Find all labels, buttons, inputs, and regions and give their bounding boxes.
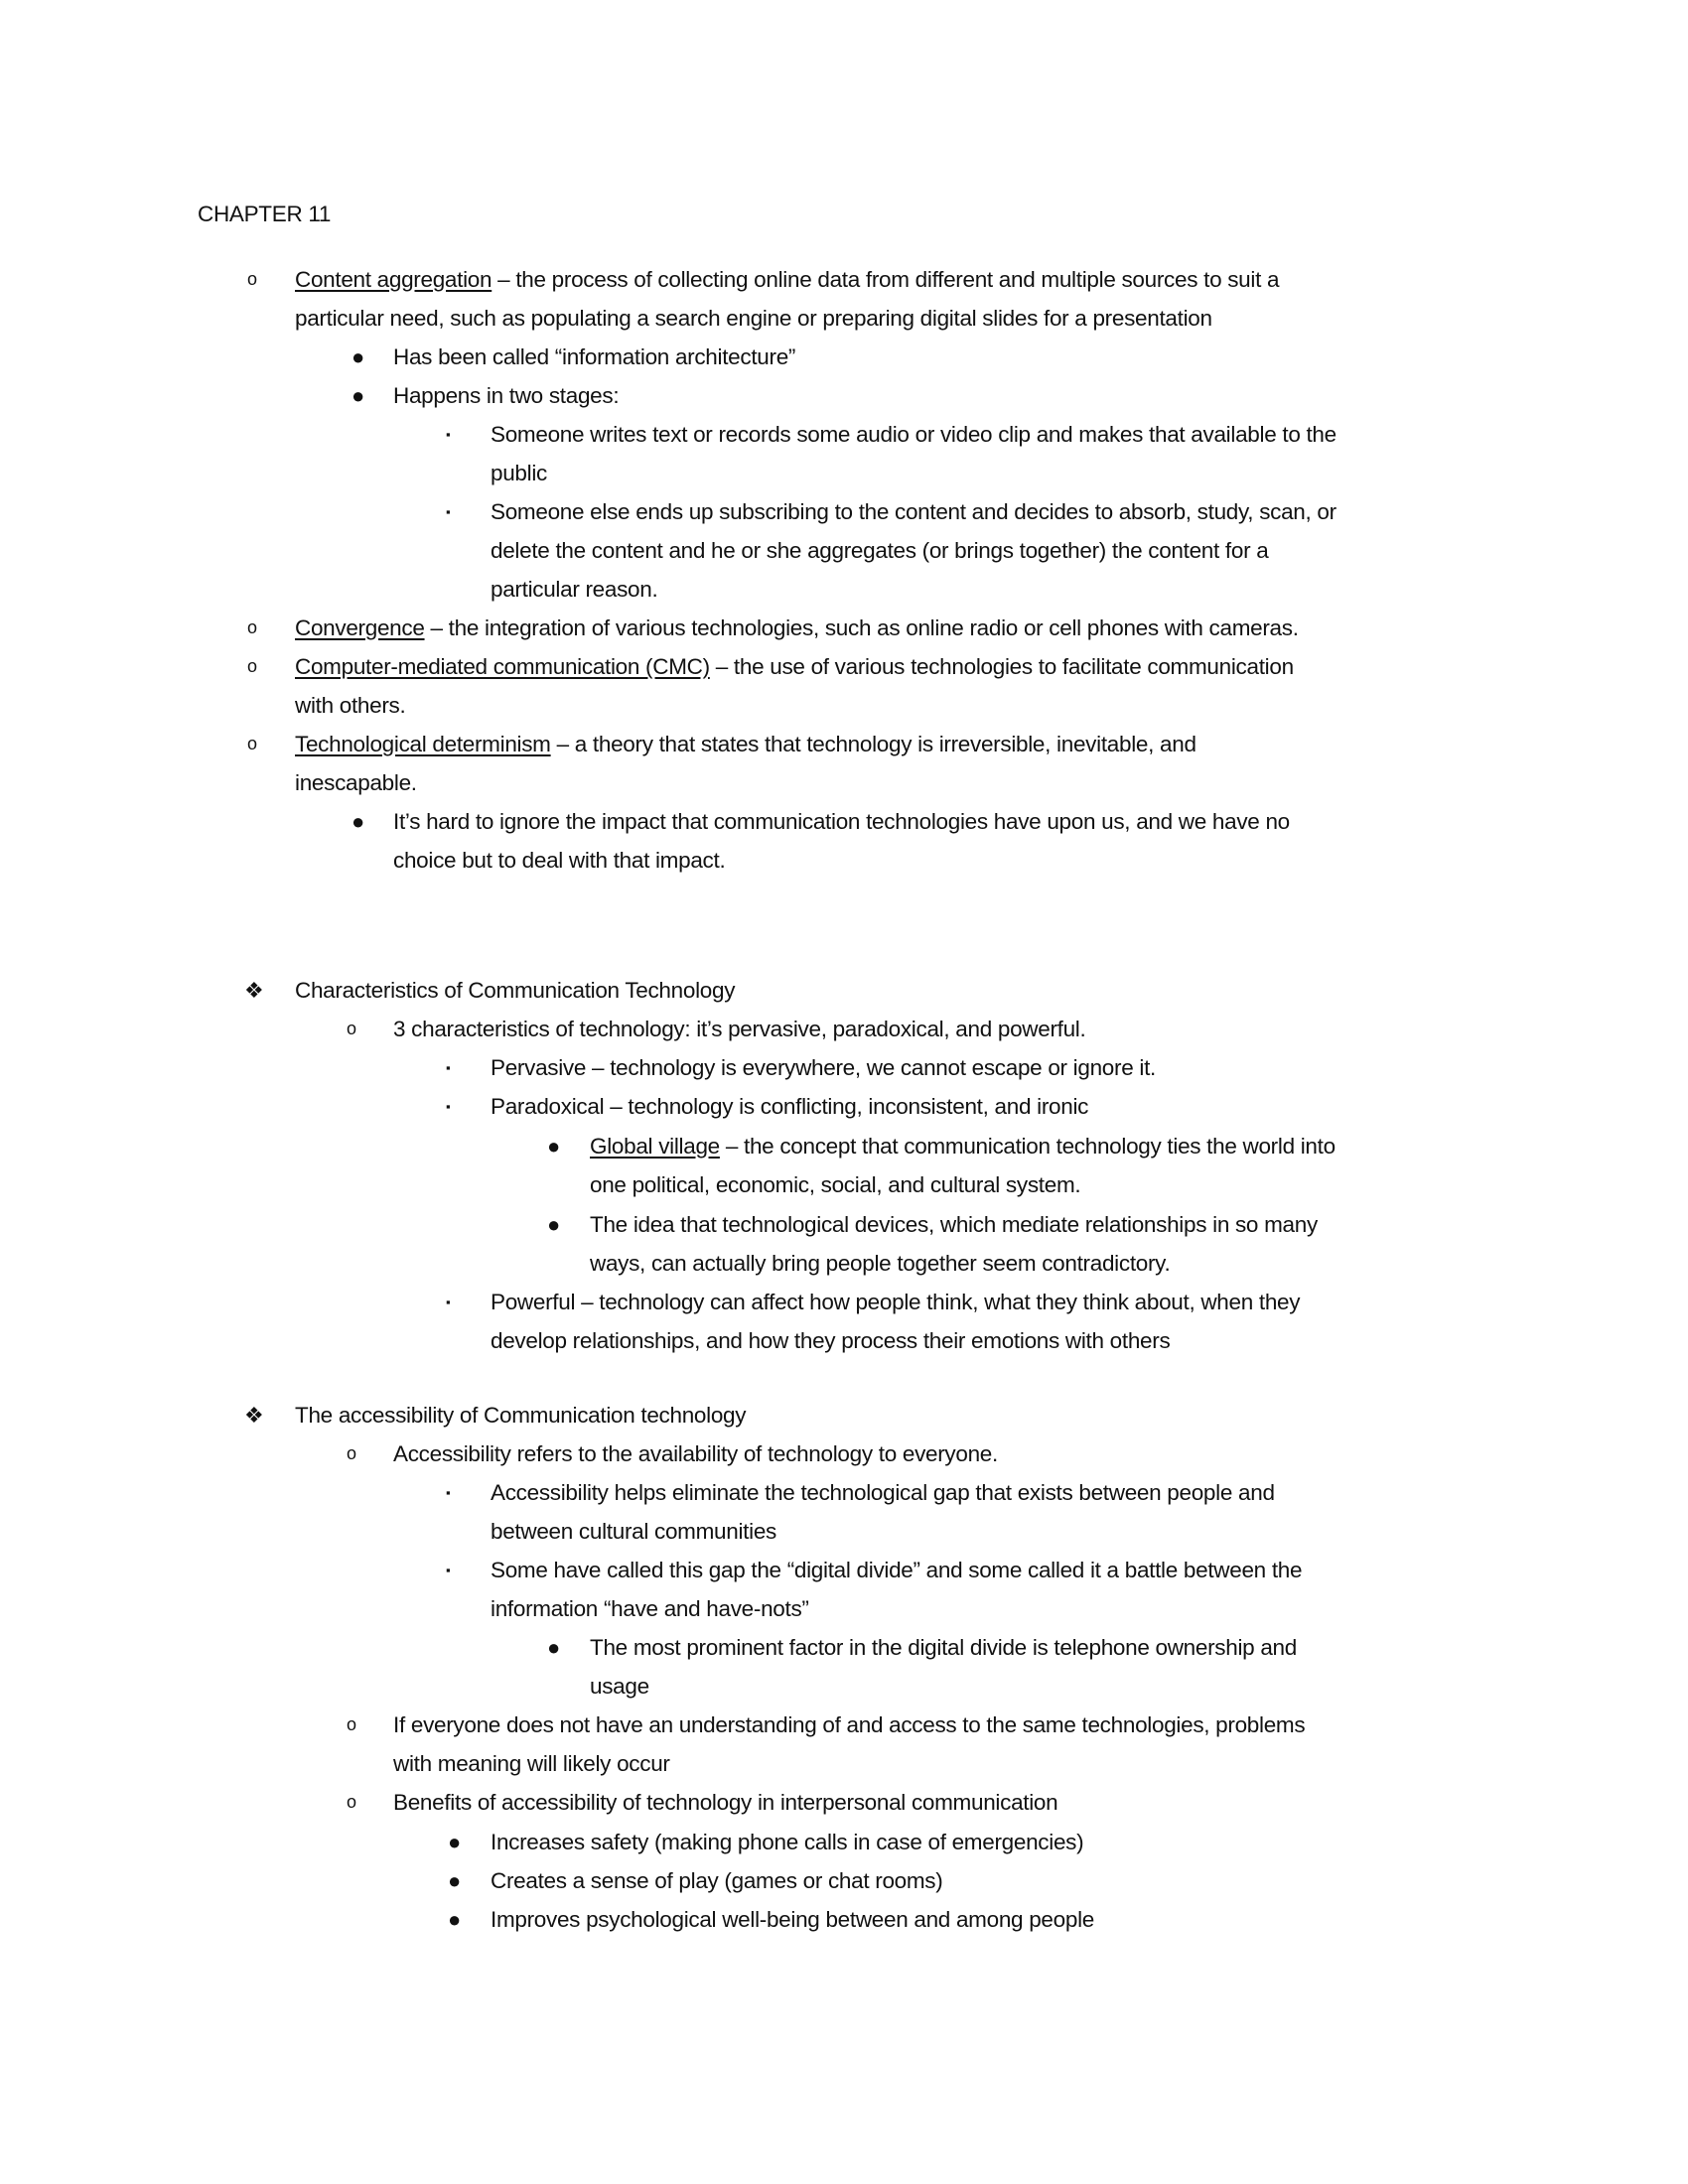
disc-bullet-icon: ● [448, 1868, 462, 1893]
text-line: public [491, 461, 547, 485]
circle-bullet-icon: o [247, 269, 258, 289]
term: Global village [590, 1134, 720, 1159]
list-item: Accessibility refers to the availability of technology to everyone. [393, 1441, 998, 1466]
definition-content-aggregation: Content aggregation – the process of collecting online data from different and multiple sources to suit a [295, 267, 1280, 292]
circle-bullet-icon: o [347, 1714, 357, 1734]
text-line: inescapable. [295, 770, 417, 795]
list-item: Creates a sense of play (games or chat rooms) [491, 1868, 943, 1893]
square-bullet-icon: ▪ [446, 504, 451, 519]
circle-bullet-icon: o [347, 1443, 357, 1463]
list-item: Pervasive – technology is everywhere, we cannot escape or ignore it. [491, 1055, 1156, 1080]
list-item: If everyone does not have an understanding of and access to the same technologies, problems [393, 1712, 1306, 1737]
diamond-bullet-icon: ❖ [244, 978, 264, 1003]
text-line: usage [590, 1674, 649, 1699]
definition-technological-determinism: Technological determinism – a theory that states that technology is irreversible, inevitable, and [295, 732, 1196, 756]
text-line: choice but to deal with that impact. [393, 848, 726, 873]
disc-bullet-icon: ● [448, 1830, 462, 1854]
disc-bullet-icon: ● [547, 1635, 561, 1660]
circle-bullet-icon: o [247, 617, 258, 637]
text-line: develop relationships, and how they process their emotions with others [491, 1328, 1171, 1353]
text-line: delete the content and he or she aggregates (or brings together) the content for a [491, 538, 1269, 563]
list-item: Powerful – technology can affect how people think, what they think about, when they [491, 1290, 1301, 1314]
text-line: between cultural communities [491, 1519, 776, 1544]
disc-bullet-icon: ● [547, 1212, 561, 1237]
chapter-title: CHAPTER 11 [198, 202, 332, 226]
disc-bullet-icon: ● [448, 1907, 462, 1932]
disc-bullet-icon: ● [352, 383, 365, 408]
list-item: Someone else ends up subscribing to the content and decides to absorb, study, scan, or [491, 499, 1336, 524]
list-item: Someone writes text or records some audio or video clip and makes that available to the [491, 422, 1336, 447]
list-item: Paradoxical – technology is conflicting, inconsistent, and ironic [491, 1094, 1089, 1119]
list-item: Some have called this gap the “digital divide” and some called it a battle between the [491, 1558, 1303, 1582]
section-heading-accessibility: The accessibility of Communication technology [295, 1403, 747, 1428]
definition-convergence: Convergence – the integration of various technologies, such as online radio or cell phones with cameras. [295, 615, 1299, 640]
section-heading-characteristics: Characteristics of Communication Technology [295, 978, 736, 1003]
text-line: particular need, such as populating a search engine or preparing digital slides for a presentation [295, 306, 1212, 331]
term: Computer-mediated communication (CMC) [295, 654, 710, 679]
list-item: The idea that technological devices, which mediate relationships in so many [590, 1212, 1318, 1237]
square-bullet-icon: ▪ [446, 427, 451, 442]
square-bullet-icon: ▪ [446, 1099, 451, 1114]
diamond-bullet-icon: ❖ [244, 1403, 264, 1428]
square-bullet-icon: ▪ [446, 1060, 451, 1075]
term: Content aggregation [295, 267, 492, 292]
circle-bullet-icon: o [347, 1792, 357, 1812]
term: Convergence [295, 615, 425, 640]
text-line: ways, can actually bring people together seem contradictory. [590, 1251, 1171, 1276]
text-line: one political, economic, social, and cultural system. [590, 1172, 1081, 1197]
definition-cmc: Computer-mediated communication (CMC) – the use of various technologies to facilitate communication [295, 654, 1294, 679]
text-line: particular reason. [491, 577, 658, 602]
definition-global-village: Global village – the concept that communication technology ties the world into [590, 1134, 1336, 1159]
disc-bullet-icon: ● [352, 809, 365, 834]
text-line: with others. [295, 693, 406, 718]
term: Technological determinism [295, 732, 551, 756]
square-bullet-icon: ▪ [446, 1485, 451, 1500]
square-bullet-icon: ▪ [446, 1295, 451, 1309]
list-item: Accessibility helps eliminate the technological gap that exists between people and [491, 1480, 1275, 1505]
list-item: It’s hard to ignore the impact that communication technologies have upon us, and we have no [393, 809, 1290, 834]
circle-bullet-icon: o [347, 1019, 357, 1038]
list-item: Has been called “information architecture” [393, 344, 796, 369]
list-item: The most prominent factor in the digital divide is telephone ownership and [590, 1635, 1297, 1660]
text-line: information “have and have-nots” [491, 1596, 809, 1621]
disc-bullet-icon: ● [547, 1134, 561, 1159]
square-bullet-icon: ▪ [446, 1563, 451, 1577]
list-item: Benefits of accessibility of technology in interpersonal communication [393, 1790, 1058, 1815]
list-item: Improves psychological well-being between and among people [491, 1907, 1094, 1932]
text-line: with meaning will likely occur [393, 1751, 670, 1776]
disc-bullet-icon: ● [352, 344, 365, 369]
list-item: Happens in two stages: [393, 383, 620, 408]
list-item: Increases safety (making phone calls in case of emergencies) [491, 1830, 1084, 1854]
circle-bullet-icon: o [247, 734, 258, 753]
circle-bullet-icon: o [247, 656, 258, 676]
list-item: 3 characteristics of technology: it’s pervasive, paradoxical, and powerful. [393, 1017, 1086, 1041]
